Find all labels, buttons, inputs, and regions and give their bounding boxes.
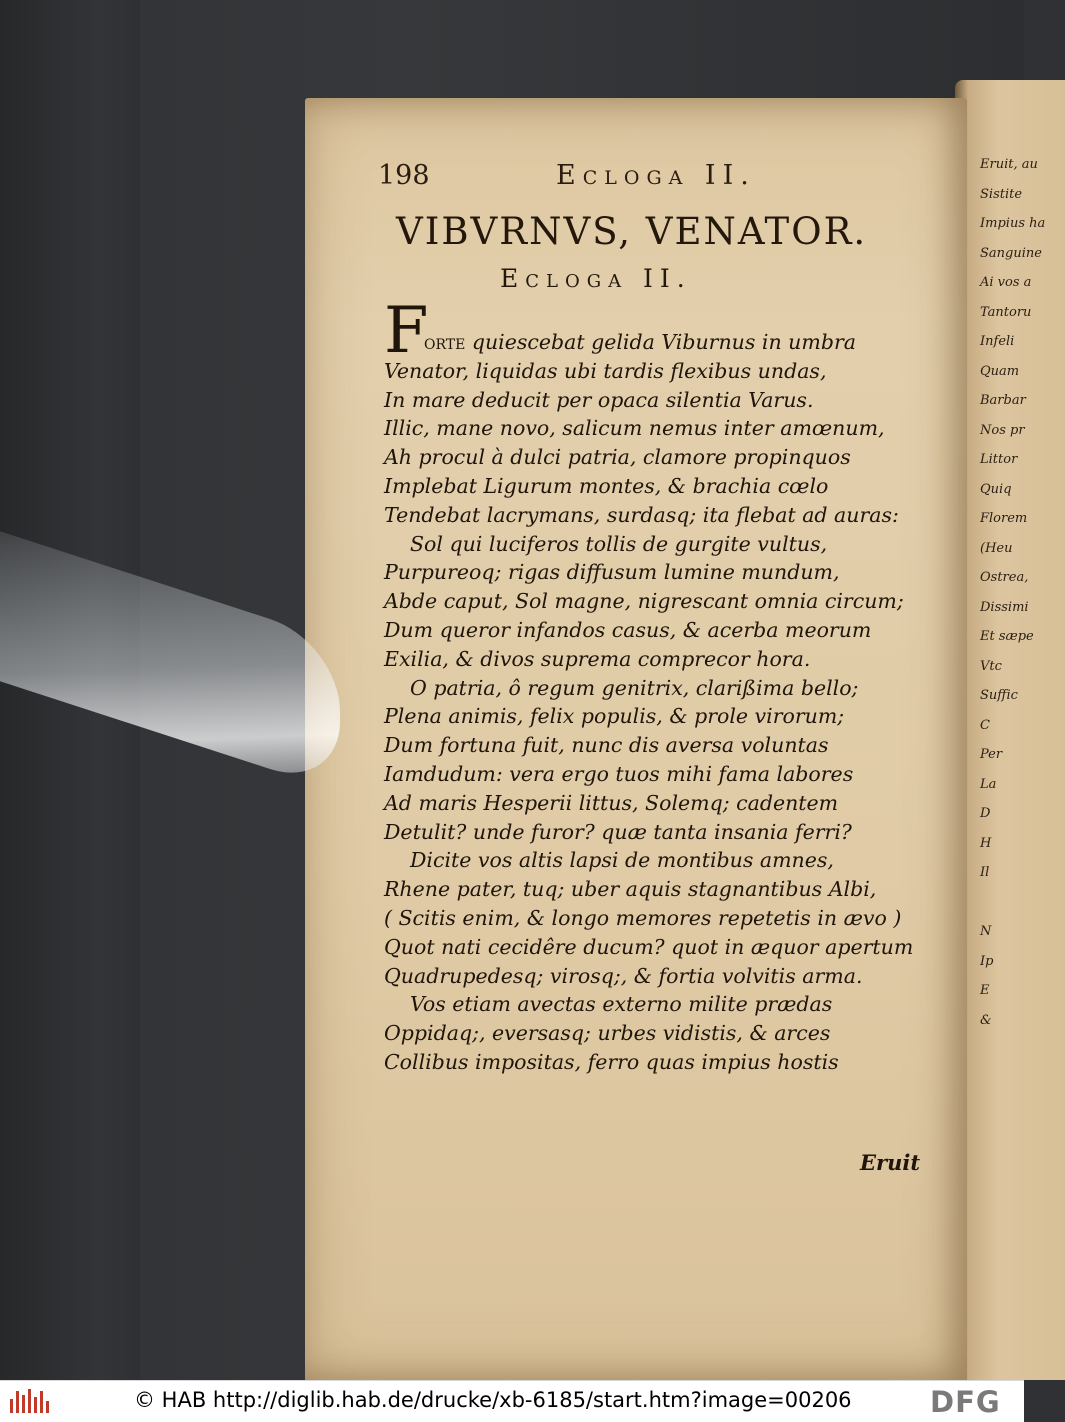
poem-line: Oppidaq;, eversasq; urbes vidistis, & arces [384,1021,831,1046]
poem-line: Sol qui luciferos tollis de gurgite vultus, [410,531,828,556]
poem-line: Dum fortuna fuit, nunc dis aversa voluntas [384,733,829,758]
running-head [378,160,938,196]
poem-title: VIBVRNVS, VENATOR. [396,210,868,253]
poem-line-text: quiescebat gelida Viburnus in umbra [471,330,856,354]
facing-line: Et sæpe [980,629,1034,644]
facing-line: Per [980,747,1003,762]
poem-line: Plena animis, felix populis, & prole virorum; [384,704,845,729]
poem-line: Iamdudum: vera ergo tuos mihi fama labores [384,761,854,786]
poem-line: Dum queror infandos casus, & acerba meorum [384,617,872,642]
facing-line: Impius ha [980,216,1046,231]
facing-line: Eruit, au [980,157,1038,172]
poem-line [384,328,944,357]
source-link[interactable]: © HAB http://diglib.hab.de/drucke/xb-6185/start.htm?image=00206 [134,1388,852,1412]
poem-line: Exilia, & divos suprema comprecor hora. [384,646,811,671]
facing-line: Nos pr [980,422,1025,438]
poem-text [384,328,944,1077]
viewer-footer [0,1380,1024,1422]
poem-line: Collibus impositas, ferro quas impius hostis [384,1049,839,1074]
poem-line: Quot nati cecidêre ducum? quot in æquor apertum [384,934,914,959]
drop-cap: F [384,294,429,368]
poem-line: Quadrupedesq; virosq;, & fortia volvitis arma. [384,963,863,988]
facing-line: Infeli [980,334,1015,349]
poem-line: Tendebat lacrymans, surdasq; ita flebat ad auras: [384,502,899,527]
facing-line: Il [980,865,990,880]
facing-line: Ai vos a [980,275,1032,290]
poem-line: Ah procul à dulci patria, clamore propinquos [384,445,851,470]
facing-line: Florem [980,511,1028,526]
facing-line: La [980,776,997,792]
facing-line: Ip [980,953,994,969]
poem-subtitle: Ecloga II. [500,264,692,293]
poem-line: Illic, mane novo, salicum nemus inter amœnum, [384,416,885,441]
poem-line: Detulit? unde furor? quæ tanta insania ferri? [384,819,852,844]
poem-line: Abde caput, Sol magne, nigrescant omnia circum; [384,589,904,614]
facing-line: C [980,717,990,733]
facing-line: Quam [980,363,1020,379]
facing-line: E [980,983,990,998]
poem-line: Implebat Ligurum montes, & brachia cœlo [384,473,829,498]
hab-logo-icon [10,1389,50,1413]
poem-line: Rhene pater, tuq; uber aquis stagnantibus Albi, [384,877,877,902]
running-title: Ecloga II. [556,160,756,191]
facing-line: Dissimi [980,599,1029,615]
facing-line: & [980,1012,992,1028]
poem-line: Venator, liquidas ubi tardis flexibus undas, [384,358,827,383]
catchword: Eruit [860,1150,921,1175]
facing-line: Ostrea, [980,570,1029,585]
facing-line: Tantoru [980,304,1032,320]
facing-line: Sistite [980,186,1023,202]
facing-line: D [980,806,991,821]
facing-line [980,888,1040,918]
facing-line: (Heu [980,540,1013,556]
facing-line: H [980,835,992,851]
poem-line: Ad maris Hesperii littus, Solemq; cadentem [384,790,839,815]
poem-line: ( Scitis enim, & longo memores repetetis in ævo ) [384,905,902,930]
facing-line: Suffic [980,688,1018,703]
facing-line: N [980,924,992,939]
poem-line: O patria, ô regum genitrix, clarißima bello; [410,675,859,700]
facing-line: Barbar [980,393,1026,408]
poem-line: Purpureoq; rigas diffusum lumine mundum, [384,560,840,585]
first-word: orte [424,330,472,354]
poem-line: Vos etiam avectas externo milite prædas [410,992,833,1017]
facing-line: Sanguine [980,245,1042,261]
facing-line: Quiq [980,481,1012,497]
facing-line: Vtc [980,658,1002,674]
facing-line: Littor [980,452,1018,467]
dfg-logo: DFG [930,1385,1001,1419]
facing-page-text [980,150,1046,1035]
poem-line: In mare deducit per opaca silentia Varus. [384,387,814,412]
poem-line: Dicite vos altis lapsi de montibus amnes, [410,848,834,873]
page-number: 198 [378,160,430,191]
